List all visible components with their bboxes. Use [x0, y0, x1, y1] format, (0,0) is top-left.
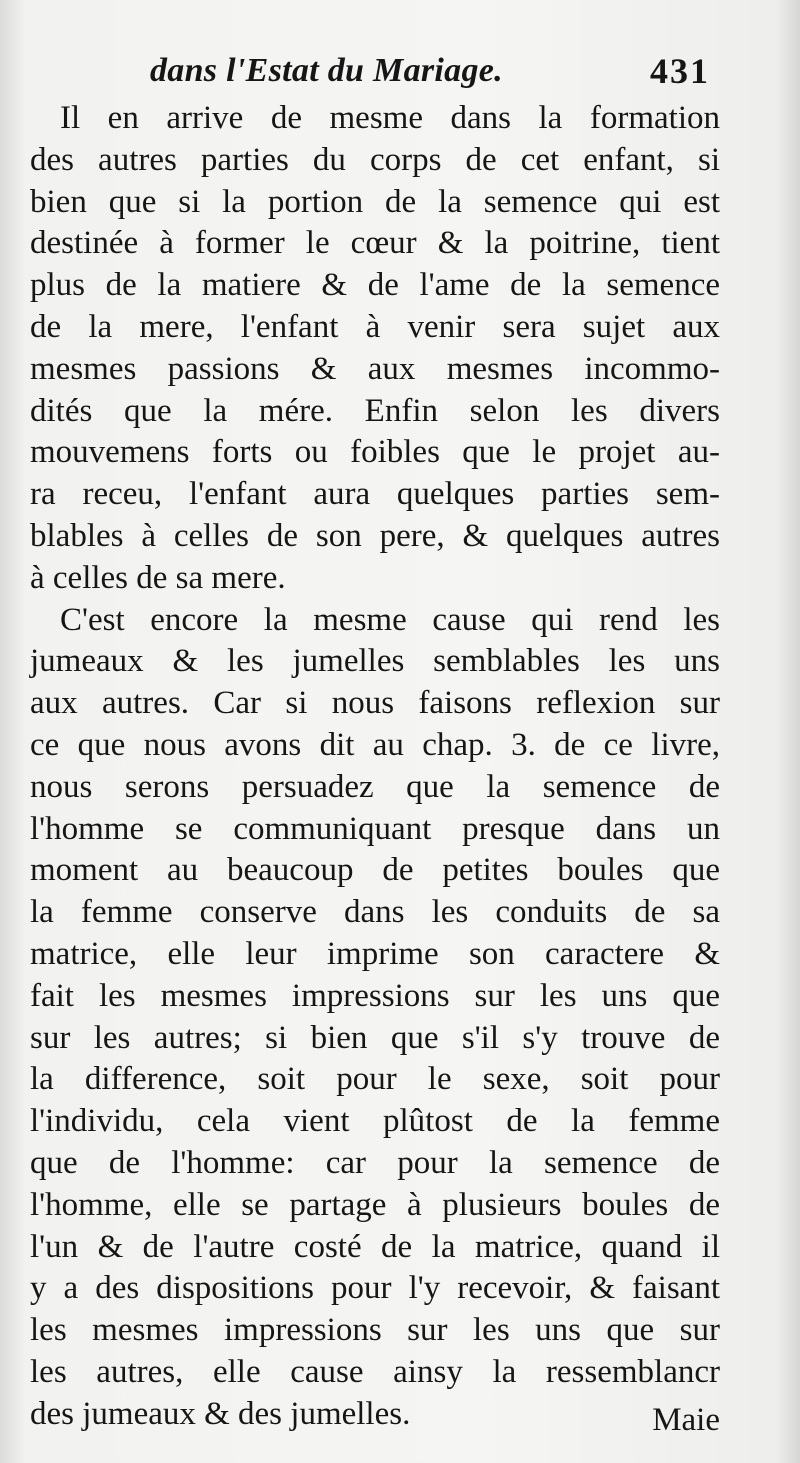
page-header	[150, 48, 710, 96]
text-line: jumeaux & les jumelles semblables les uns	[30, 643, 720, 680]
text-line: mouvemens forts ou foibles que le projet au-	[30, 434, 720, 471]
catchword: Maie	[652, 1402, 720, 1438]
text-line: ra receu, l'enfant aura quelques parties sem-	[30, 476, 720, 513]
text-line: bien que si la portion de la semence qui est	[30, 183, 720, 220]
text-line: aux autres. Car si nous faisons reflexion sur	[30, 685, 720, 722]
text-line: y a des dispositions pour l'y recevoir, & faisant	[30, 1270, 720, 1307]
body-text	[30, 98, 720, 1436]
text-line: moment au beaucoup de petites boules que	[30, 852, 720, 889]
text-line: que de l'homme: car pour la semence de	[30, 1144, 720, 1181]
text-line: de la mere, l'enfant à venir sera sujet aux	[30, 308, 720, 345]
text-line: l'homme, elle se partage à plusieurs boules de	[30, 1186, 720, 1223]
text-line: les autres, elle cause ainsy la ressemblancr	[30, 1353, 720, 1390]
text-line: ce que nous avons dit au chap. 3. de ce livre,	[30, 726, 720, 763]
text-line: Il en arrive de mesme dans la formation	[60, 100, 720, 136]
text-line: à celles de sa mere.	[30, 559, 286, 596]
text-line: la femme conserve dans les conduits de sa	[30, 894, 720, 931]
text-line: destinée à former le cœur & la poitrine, tient	[30, 225, 720, 262]
text-line: dités que la mére. Enfin selon les divers	[30, 392, 720, 429]
text-line: nous serons persuadez que la semence de	[30, 768, 720, 805]
text-line: des autres parties du corps de cet enfant, si	[30, 141, 720, 178]
text-line: sur les autres; si bien que s'il s'y trouve de	[30, 1019, 720, 1056]
text-line: matrice, elle leur imprime son caractere &	[30, 935, 720, 972]
running-title: dans l'Estat du Mariage.	[150, 52, 503, 89]
paragraph	[30, 98, 720, 600]
text-line: mesmes passions & aux mesmes incommo-	[30, 350, 720, 387]
text-line: les mesmes impressions sur les uns que sur	[30, 1312, 720, 1349]
text-line: l'individu, cela vient plûtost de la femme	[30, 1103, 720, 1140]
text-line: fait les mesmes impressions sur les uns que	[30, 977, 720, 1014]
text-line: plus de la matiere & de l'ame de la semence	[30, 267, 720, 304]
text-line: l'homme se communiquant presque dans un	[30, 810, 720, 847]
text-line: des jumeaux & des jumelles.	[30, 1395, 411, 1432]
paragraph	[30, 600, 720, 1436]
text-line: C'est encore la mesme cause qui rend les	[60, 601, 720, 638]
text-line: la difference, soit pour le sexe, soit pour	[30, 1061, 720, 1098]
text-line: l'un & de l'autre costé de la matrice, quand il	[30, 1228, 720, 1265]
text-line: blables à celles de son pere, & quelques autres	[30, 517, 720, 554]
page-number: 431	[650, 51, 710, 91]
